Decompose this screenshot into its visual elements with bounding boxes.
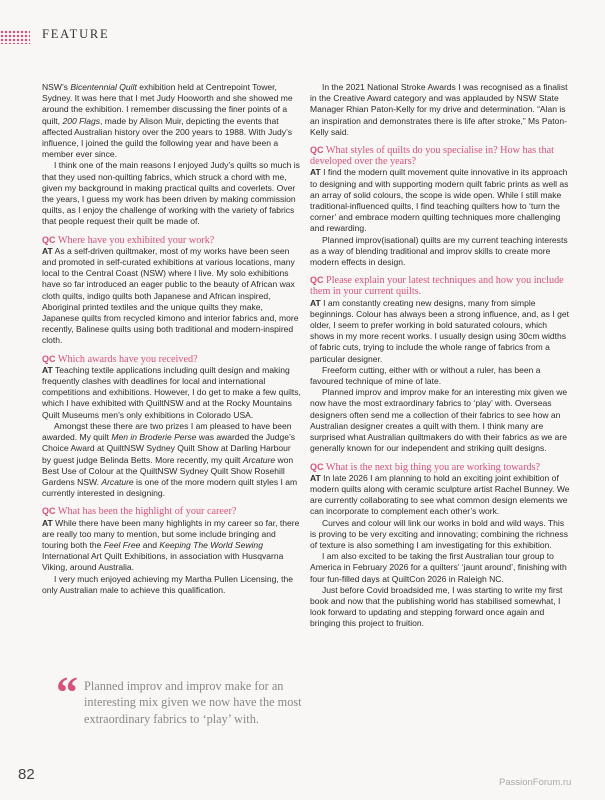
answer-paragraph: AT Teaching textile applications including quilt design and making frequently clashes with deadlines for local and international competitions and exhibitions. However, I do get to make a few quilts, which I have exhibited with QuiltNSW and at the Rocky Mountains Quilt Museums men’s only exhibitions in Colorado USA. — [42, 364, 301, 420]
answer-paragraph: AT I am constantly creating new designs, many from simple beginnings. Colour has always been a strong influence, and, as I get older, I seem to prefer working in bold saturated colours, which shows in my more recent works. I usually design using 30cm widths of fabric cuts, trying to include the whole range of fabrics from a particular designer. — [310, 297, 569, 364]
paragraph: In the 2021 National Stroke Awards I was recognised as a finalist in the Creative Award category and was applauded by NSW State Manager Rhian Paton-Kelly for my drive and determination. “Alan is an inspiration and demonstrates there is life after stroke,” Ms Paton-Kelly said. — [310, 82, 568, 137]
paragraph: Just before Covid broadsided me, I was starting to write my first book and now that the publishing world has stabilised somewhat, I look forward to updating and stepping forward once again and bringing this project to fruition. — [310, 584, 563, 629]
page-number: 82 — [18, 766, 35, 783]
answer-paragraph: AT While there have been many highlights in my career so far, there are really too many to mention, but some include bringing and touring both the Feel Free and Keeping The World Sewing International Art Quilt Exhibitions, in association with Husqvarna Viking, around Australia. — [42, 517, 300, 573]
answer-paragraph: AT As a self-driven quiltmaker, most of my works have been seen and promoted in self-curated exhibitions at various locations, many local to the Central Coast (NSW) where I live. My solo exhibitions have so far introduced an eager public to the beauty of African wax cloth quilts, indigo quilts both Japanese and African inspired, Aboriginal printed textiles and the unique quilts they make, Japanese quilts from recycled kimono and interior fabrics and, more recently, Balinese quilts using both traditional and modern-inspired cloth. — [42, 245, 299, 346]
question-heading: QC What styles of quilts do you specialise in? How has that developed over the years? — [310, 145, 554, 168]
paragraph: Planned improv(isational) quilts are my current teaching interests as a way of blending traditional and improv skills to create more modern effects in design. — [310, 234, 568, 268]
watermark: PassionForum.ru — [499, 777, 572, 788]
question-heading: QC Which awards have you received? — [42, 353, 198, 365]
question-heading: QC What is the next big thing you are working towards? — [310, 461, 541, 473]
pull-quote-text: Planned improv and improv make for an interesting mix given we now have the most extraordinary fabrics to ‘play’ with. — [84, 679, 302, 726]
answer-paragraph: AT In late 2026 I am planning to hold an exciting joint exhibition of modern quilts along with ceramic sculpture artist Rachel Bunney. We are currently collaborating to see what common design elements we can incorporate to complement each other’s work. — [310, 472, 570, 517]
pink-dot-pattern — [0, 30, 30, 44]
paragraph: I very much enjoyed achieving my Martha Pullen Licensing, the only Australian male to achieve this qualification. — [42, 573, 293, 595]
question-heading: QC Where have you exhibited your work? — [42, 234, 215, 246]
paragraph: Amongst these there are two prizes I am pleased to have been awarded. My quilt Men in Broderie Perse was awarded the Judge’s Choice Award at QuiltNSW Sydney Quilt Show at Darling Harbour by guest judge Belinda Betts. More recently, my quilt Arcature won Best Use of Colour at the QuiltNSW Sydney Quilt Show Rosehill Gardens NSW. Arcature is one of the more modern quilt styles I am currently interested in designing. — [42, 420, 298, 499]
answer-paragraph: AT I find the modern quilt movement quite innovative in its approach to designing and with supporting modern quilt fabric prints as well as an array of solid colours, the scope is wide open. While I still make traditional-influenced quilts, I find teaching quilters how to ‘turn the corner’ and embrace modern quilting techniques more challenging and rewarding. — [310, 167, 569, 234]
question-heading: QC Please explain your latest techniques and how you include them in your current quilts. — [310, 275, 564, 298]
paragraph: Curves and colour will link our works in bold and wild ways. This is proving to be very exciting and innovating; combining the richness of texture is also something I am investigating for this exhibition. — [310, 517, 568, 550]
question-heading: QC What has been the highlight of your career? — [42, 506, 237, 518]
paragraph: I am also excited to be taking the first Australian tour group to America in February 2026 for a quilters’ ‘jaunt around’, finishing with four fun-filled days at QuiltCon 2026 in Raleigh NC. — [310, 551, 567, 584]
right-column — [310, 82, 572, 630]
section-label: FEATURE — [42, 27, 110, 41]
paragraph: NSW’s Bicentennial Quilt exhibition held at Centrepoint Tower, Sydney. It was here that I met Judy Hooworth and she showed me around the exhibition. I remember discussing the finer points of a quilt, 200 Flags, made by Alison Muir, depicting the events that affected Australian history over the 200 years to 1988. With Judy’s influence, I joined the guild the following year and have been a member ever since. — [42, 82, 293, 160]
paragraph: I think one of the main reasons I enjoyed Judy’s quilts so much is that they used non-quilting fabrics, which struck a chord with me, given my background in making practical quilts and coverlets. Over the years, I guess my work has been driven by making commission quilts, as I enjoy the challenge of working with the variety of fabrics that people request their quilt be made of. — [42, 160, 300, 227]
quote-mark-icon: “ — [56, 668, 78, 717]
left-column — [42, 82, 302, 596]
paragraph: Planned improv and improv make for an interesting mix given we now have the most extraordinary fabrics to ‘play’ with. Overseas designers often send me a collection of their fabrics to see how an Australian designer creates a quilt with them. I think many are surprised what Australian quiltmakers do with their fabrics as we are generally known for our independent and striking quilt designs. — [310, 387, 568, 454]
paragraph: Freeform cutting, either with or without a ruler, has been a favoured technique of mine of late. — [310, 364, 541, 387]
